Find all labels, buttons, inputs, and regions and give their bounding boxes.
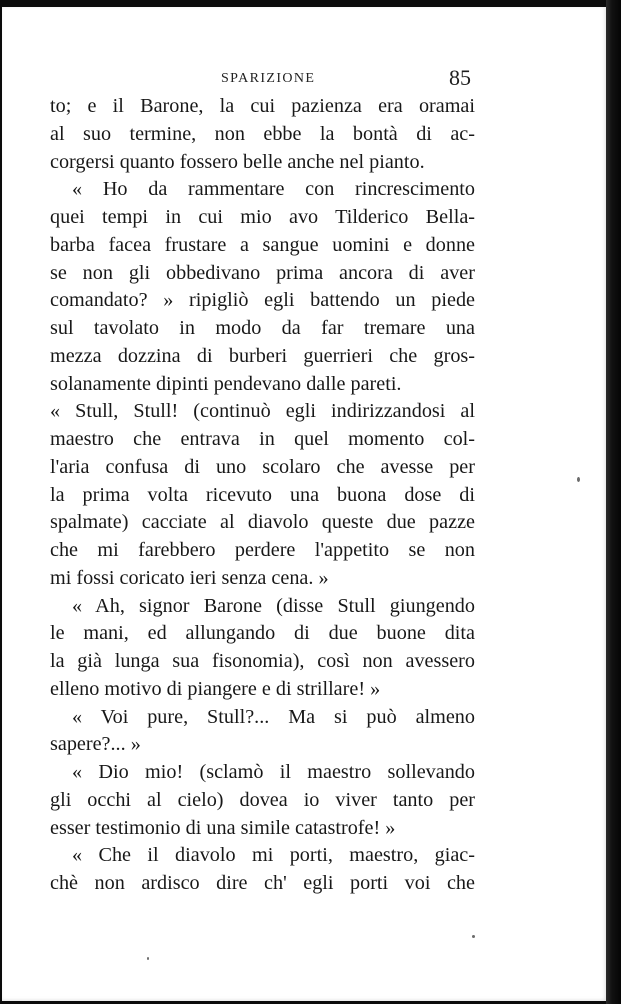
text-line: to; e il Barone, la cui pazienza era oramai — [50, 95, 475, 117]
text-line: « Ah, signor Barone (disse Stull giungendo — [72, 594, 475, 617]
paper-speck — [147, 957, 149, 960]
text-line: gli occhi al cielo) dovea io viver tanto per — [50, 788, 475, 811]
paper-speck — [577, 477, 580, 482]
text-line: solanamente dipinti pendevano dalle pareti. — [50, 372, 402, 395]
text-line: « Stull, Stull! (continuò egli indirizzandosi al — [50, 400, 475, 423]
text-line: corgersi quanto fossero belle anche nel pianto. — [50, 150, 425, 173]
text-line: l'aria confusa di uno scolaro che avesse per — [50, 455, 475, 478]
text-line: maestro che entrava in quel momento col- — [50, 428, 475, 450]
text-line: la prima volta ricevuto una buona dose di — [50, 483, 475, 506]
text-line: quei tempi in cui mio avo Tilderico Bella- — [50, 206, 475, 228]
text-line: che mi farebbero perdere l'appetito se non — [50, 539, 475, 561]
text-line: « Voi pure, Stull?... Ma si può almeno — [72, 705, 475, 728]
text-line: la già lunga sua fisonomia), così non avessero — [50, 650, 475, 672]
scan-edge — [606, 0, 621, 1004]
text-line: « Dio mio! (sclamò il maestro sollevando — [72, 761, 475, 783]
text-line: mi fossi coricato ieri senza cena. » — [50, 566, 329, 589]
body-text — [50, 93, 475, 898]
book-page — [2, 7, 606, 1001]
text-line: barba facea frustare a sangue uomini e donne — [50, 233, 475, 256]
page-number: 85 — [449, 65, 471, 90]
text-line: « Che il diavolo mi porti, maestro, giac- — [72, 844, 475, 867]
page-header — [2, 65, 606, 95]
text-line: al suo termine, non ebbe la bontà di ac- — [50, 122, 475, 145]
text-line: le mani, ed allungando di due buone dita — [50, 622, 475, 645]
text-line: mezza dozzina di burberi guerrieri che gros- — [50, 344, 475, 367]
text-line: « Ho da rammentare con rincrescimento — [72, 178, 475, 201]
text-line: spalmate) cacciate al diavolo queste due pazze — [50, 511, 475, 534]
text-line: sul tavolato in modo da far tremare una — [50, 317, 475, 339]
text-line: chè non ardisco dire ch' egli porti voi che — [50, 872, 475, 894]
paper-speck — [472, 935, 475, 938]
text-line: se non gli obbedivano prima ancora di aver — [50, 261, 475, 284]
text-line: comandato? » ripigliò egli battendo un piede — [50, 289, 475, 312]
running-head: SPARIZIONE — [221, 71, 316, 86]
text-line: sapere?... » — [50, 733, 141, 756]
text-line: elleno motivo di piangere e di strillare! » — [50, 677, 381, 700]
text-line: esser testimonio di una simile catastrofe! » — [50, 816, 396, 839]
